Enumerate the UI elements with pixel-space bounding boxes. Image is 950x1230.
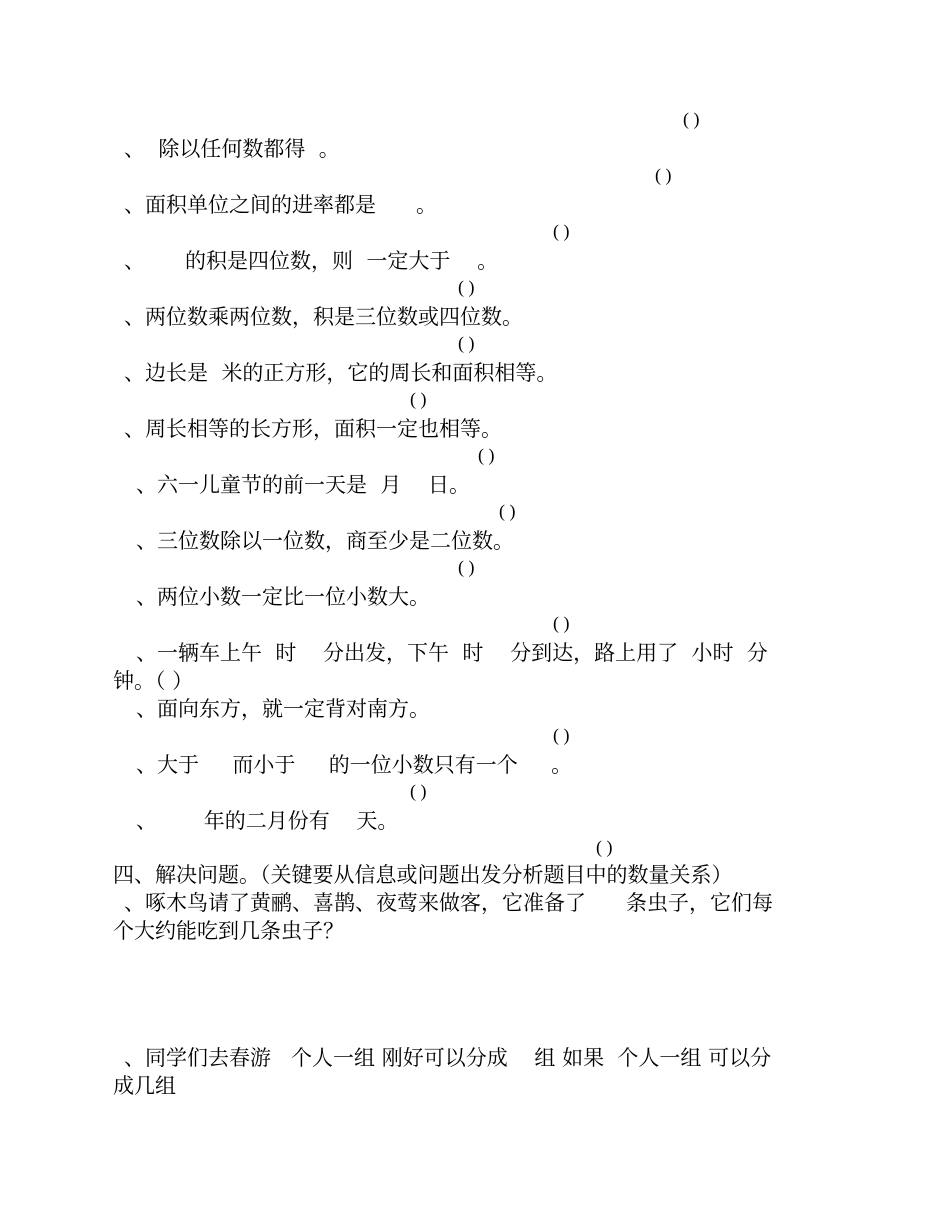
judgment-item-6: 、周长相等的长方形，面积一定也相等。 [124,417,502,441]
judgment-item-1: 、 除以任何数都得 。 [124,137,340,161]
answer-paren: ( ) [410,781,427,801]
answer-paren: ( ) [499,501,516,521]
judgment-item-7: 、六一儿童节的前一天是 月 日。 [136,473,471,497]
problem-text-continued: 个大约能吃到几条虫子？ [113,919,344,943]
answer-paren: ( ) [655,165,672,185]
answer-paren: ( ) [553,725,570,745]
judgment-item-2: 、面积单位之间的进率都是 。 [124,193,438,217]
judgment-item-13: 、 年的二月份有 天。 [136,809,399,833]
judgment-item-10-continued: 钟。（ ） [113,669,194,693]
problem-text: 、同学们去春游 个人一组 刚好可以分成 组 如果 个人一组 可以分 [124,1046,772,1070]
judgment-item-10: 、一辆车上午 时 分出发，下午 时 分到达，路上用了 小时 分 [136,641,768,665]
judgment-item-11: 、面向东方，就一定背对南方。 [136,697,430,721]
section-heading: 四、解决问题。（关键要从信息或问题出发分析题目中的数量关系） [113,863,733,887]
answer-paren: ( ) [596,837,613,857]
answer-paren: ( ) [458,333,475,353]
answer-paren: ( ) [410,389,427,409]
judgment-item-3: 、 的积是四位数，则 一定大于 。 [124,249,499,273]
answer-paren: ( ) [458,277,475,297]
judgment-item-5: 、边长是 米的正方形，它的周长和面积相等。 [124,361,558,385]
answer-paren: ( ) [553,221,570,241]
problem-text-continued: 成几组 [113,1074,176,1098]
judgment-item-9: 、两位小数一定比一位小数大。 [136,585,430,609]
answer-paren: ( ) [458,557,475,577]
judgment-item-12: 、大于 而小于 的一位小数只有一个 。 [136,753,573,777]
problem-text: 、啄木鸟请了黄鹂、喜鹊、夜莺来做客，它准备了 条虫子，它们每 [124,891,774,915]
judgment-item-4: 、两位数乘两位数，积是三位数或四位数。 [124,305,523,329]
answer-paren: ( ) [683,109,700,129]
answer-paren: ( ) [553,613,570,633]
judgment-item-8: 、三位数除以一位数，商至少是二位数。 [136,529,514,553]
answer-paren: ( ) [478,445,495,465]
